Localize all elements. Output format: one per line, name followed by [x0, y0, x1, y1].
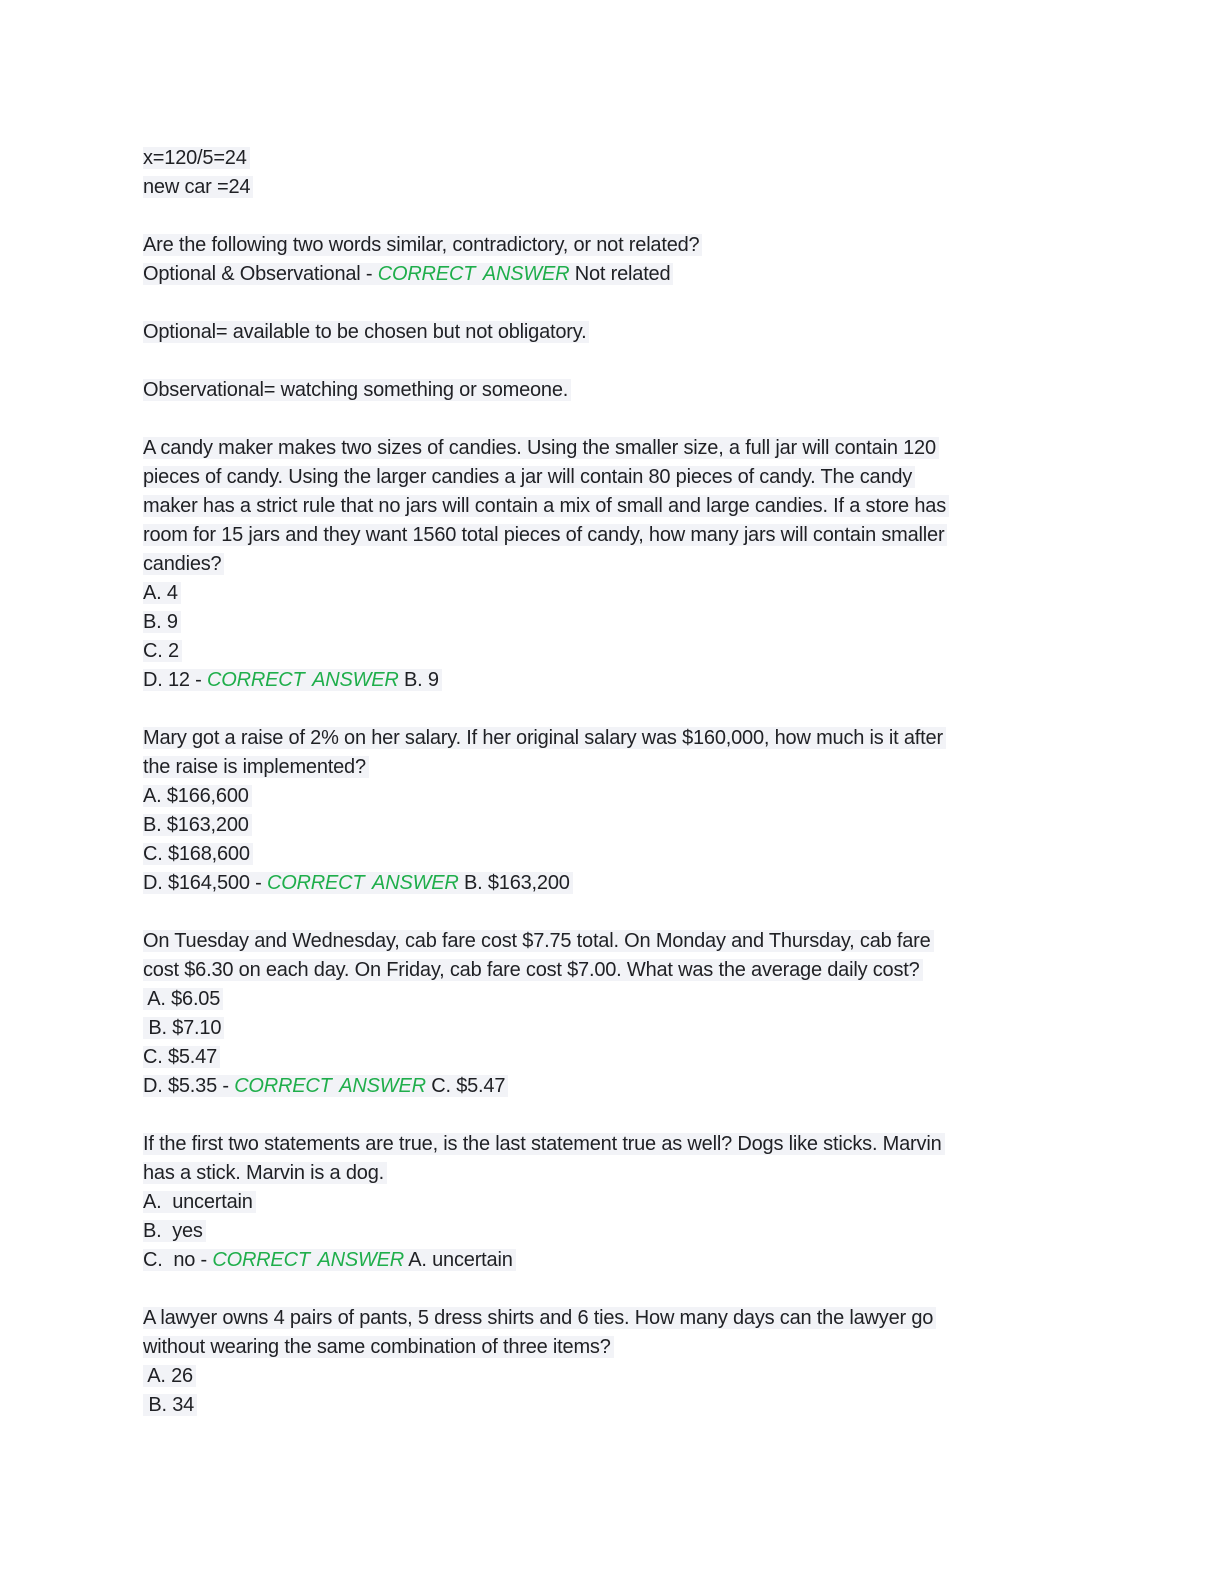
- text-line: [143, 144, 1083, 173]
- line-text: x=120/5=24: [143, 147, 250, 169]
- line-text: If the first two statements are true, is the last statement true as well? Dogs like sticks. Marvin: [143, 1133, 945, 1155]
- text-line: [143, 753, 1083, 782]
- answer-segment: [143, 263, 673, 285]
- line-text: A. uncertain: [143, 1191, 256, 1213]
- line-text: Optional= available to be chosen but not obligatory.: [143, 321, 589, 343]
- line-text: B. yes: [143, 1220, 206, 1242]
- answer-segment: [143, 669, 442, 691]
- text-line: [143, 579, 1083, 608]
- answer-segment: [143, 1075, 508, 1097]
- text-line: [143, 1188, 1083, 1217]
- text-line: [143, 1014, 1083, 1043]
- blank-line: [143, 405, 1083, 434]
- text-line: [143, 1130, 1083, 1159]
- text-line: [143, 1304, 1083, 1333]
- line-text: B. $163,200: [143, 814, 252, 836]
- answer-line: [143, 666, 1083, 695]
- text-line: [143, 956, 1083, 985]
- blank-line: [143, 347, 1083, 376]
- text-line: [143, 637, 1083, 666]
- line-text: A. 26: [143, 1365, 196, 1387]
- question-option: D. $164,500 -: [143, 872, 267, 894]
- correct-answer-label: CORRECT ANSWER: [266, 872, 459, 894]
- text-line: [143, 1362, 1083, 1391]
- text-line: [143, 782, 1083, 811]
- answer-segment: [143, 872, 573, 894]
- text-line: [143, 840, 1083, 869]
- text-line: [143, 811, 1083, 840]
- line-text: A. $166,600: [143, 785, 252, 807]
- text-line: [143, 724, 1083, 753]
- line-text: new car =24: [143, 176, 253, 198]
- text-line: [143, 1043, 1083, 1072]
- text-line: [143, 173, 1083, 202]
- line-text: A. 4: [143, 582, 181, 604]
- text-line: [143, 985, 1083, 1014]
- question-option: D. $5.35 -: [143, 1075, 235, 1097]
- question-option: C. no -: [143, 1249, 213, 1271]
- text-line: [143, 1159, 1083, 1188]
- text-line: [143, 1391, 1083, 1420]
- text-line: [143, 492, 1083, 521]
- text-line: [143, 463, 1083, 492]
- line-text: candies?: [143, 553, 224, 575]
- line-text: Observational= watching something or someone.: [143, 379, 571, 401]
- line-text: C. $168,600: [143, 843, 253, 865]
- line-text: C. $5.47: [143, 1046, 220, 1068]
- answer-segment: [143, 1249, 516, 1271]
- blank-line: [143, 1101, 1083, 1130]
- line-text: A candy maker makes two sizes of candies. Using the smaller size, a full jar will contain 120: [143, 437, 939, 459]
- answer-text: Not related: [569, 263, 671, 285]
- correct-answer-label: CORRECT ANSWER: [206, 669, 399, 691]
- answer-line: [143, 1246, 1083, 1275]
- blank-line: [143, 695, 1083, 724]
- text-line: [143, 1217, 1083, 1246]
- blank-line: [143, 289, 1083, 318]
- line-text: B. 34: [143, 1394, 197, 1416]
- text-line: [143, 521, 1083, 550]
- line-text: cost $6.30 on each day. On Friday, cab fare cost $7.00. What was the average daily cost?: [143, 959, 923, 981]
- answer-line: [143, 1072, 1083, 1101]
- question-option: D. 12 -: [143, 669, 207, 691]
- blank-line: [143, 1275, 1083, 1304]
- line-text: room for 15 jars and they want 1560 total pieces of candy, how many jars will contain smaller: [143, 524, 947, 546]
- answer-line: [143, 869, 1083, 898]
- line-text: On Tuesday and Wednesday, cab fare cost $7.75 total. On Monday and Thursday, cab fare: [143, 930, 934, 952]
- line-text: without wearing the same combination of three items?: [143, 1336, 614, 1358]
- text-line: [143, 231, 1083, 260]
- line-text: pieces of candy. Using the larger candies a jar will contain 80 pieces of candy. The candy: [143, 466, 915, 488]
- text-line: [143, 434, 1083, 463]
- text-line: [143, 376, 1083, 405]
- line-text: A lawyer owns 4 pairs of pants, 5 dress shirts and 6 ties. How many days can the lawyer go: [143, 1307, 936, 1329]
- correct-answer-label: CORRECT ANSWER: [234, 1075, 426, 1097]
- blank-line: [143, 898, 1083, 927]
- line-text: the raise is implemented?: [143, 756, 369, 778]
- line-text: maker has a strict rule that no jars will contain a mix of small and large candies. If a store has: [143, 495, 949, 517]
- question-option: Optional & Observational -: [143, 263, 378, 285]
- text-line: [143, 927, 1083, 956]
- answer-text: B. 9: [398, 669, 439, 691]
- correct-answer-label: CORRECT ANSWER: [377, 263, 570, 285]
- answer-text: C. $5.47: [425, 1075, 506, 1097]
- line-text: Are the following two words similar, contradictory, or not related?: [143, 234, 702, 256]
- line-text: has a stick. Marvin is a dog.: [143, 1162, 387, 1184]
- line-text: B. $7.10: [143, 1017, 224, 1039]
- text-line: [143, 608, 1083, 637]
- correct-answer-label: CORRECT ANSWER: [212, 1249, 405, 1271]
- line-text: C. 2: [143, 640, 182, 662]
- document-body: [143, 144, 1083, 1420]
- text-line: [143, 550, 1083, 579]
- line-text: A. $6.05: [143, 988, 223, 1010]
- answer-line: [143, 260, 1083, 289]
- text-line: [143, 318, 1083, 347]
- answer-text: B. $163,200: [458, 872, 570, 894]
- line-text: Mary got a raise of 2% on her salary. If her original salary was $160,000, how much is it after: [143, 727, 946, 749]
- answer-text: A. uncertain: [404, 1249, 513, 1271]
- line-text: B. 9: [143, 611, 181, 633]
- text-line: [143, 1333, 1083, 1362]
- blank-line: [143, 202, 1083, 231]
